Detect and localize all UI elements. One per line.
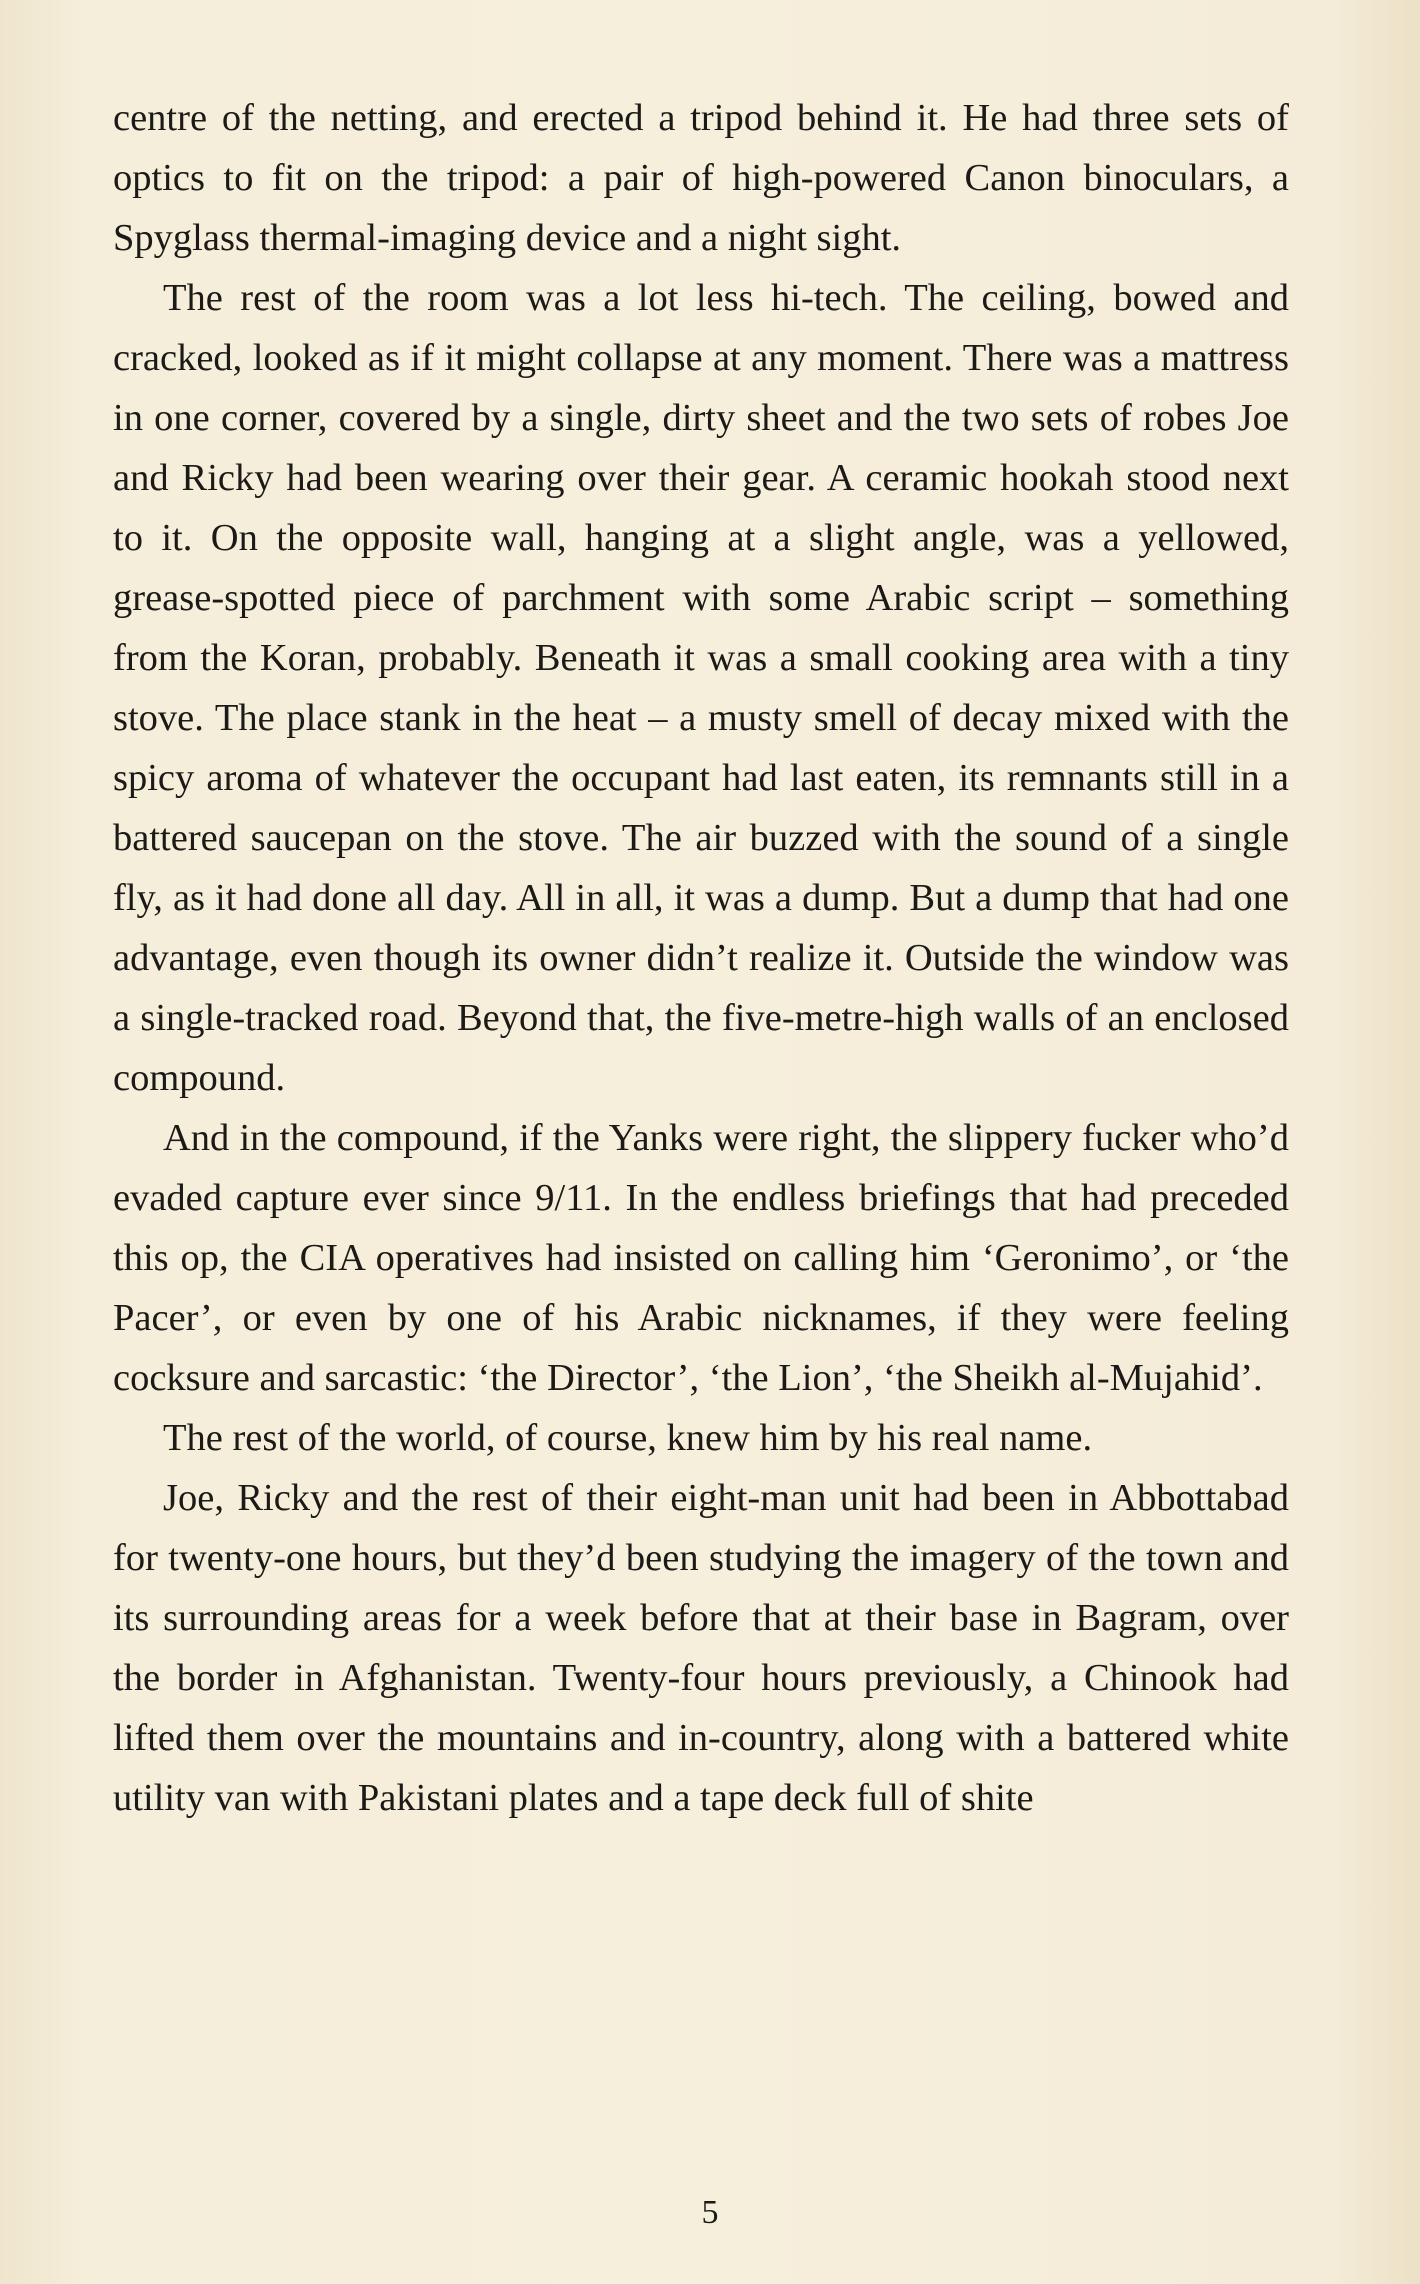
paragraph-5: Joe, Ricky and the rest of their eight-man unit had been in Abbottabad for twenty-one hours, but they’d been studying the imagery of the town and its surrounding areas for a week before that at their base in Bagram, over the border in Afghanistan. Twenty-four hours previously, a Chinook had lifted them over the mountains and in-country, along with a battered white utility van with Pakistani plates and a tape deck full of shite (113, 1477, 1289, 1819)
paragraph-3: And in the compound, if the Yanks were right, the slippery fucker who’d evaded capture ever since 9/11. In the endless briefings that had preceded this op, the CIA operatives had insisted on calling him ‘Geronimo’, or ‘the Pacer’, or even by one of his Arabic nicknames, if they were feeling cocksure and sarcastic: ‘the Director’, ‘the Lion’, ‘the Sheikh al-Mujahid’. (113, 1117, 1289, 1399)
paragraph-2: The rest of the room was a lot less hi-tech. The ceiling, bowed and cracked, looked as if it might collapse at any moment. There was a mattress in one corner, covered by a single, dirty sheet and the two sets of robes Joe and Ricky had been wearing over their gear. A ceramic hookah stood next to it. On the opposite wall, hanging at a slight angle, was a yellowed, grease-spotted piece of parchment with some Arabic script – something from the Koran, probably. Beneath it was a small cooking area with a tiny stove. The place stank in the heat – a musty smell of decay mixed with the spicy aroma of whatever the occupant had last eaten, its remnants still in a battered saucepan on the stove. The air buzzed with the sound of a single fly, as it had done all day. All in all, it was a dump. But a dump that had one advantage, even though its owner didn’t realize it. Outside the window was a single-tracked road. Beyond that, the five-metre-high walls of an enclosed compound. (113, 277, 1289, 1099)
paragraph-4: The rest of the world, of course, knew him by his real name. (163, 1417, 1093, 1459)
body-text (113, 88, 1289, 1828)
paragraph-1: centre of the netting, and erected a tripod behind it. He had three sets of optics to fit on the tripod: a pair of high-powered Canon binoculars, a Spyglass thermal-imaging device and a night sight. (113, 97, 1289, 259)
page-number: 5 (701, 2194, 719, 2231)
